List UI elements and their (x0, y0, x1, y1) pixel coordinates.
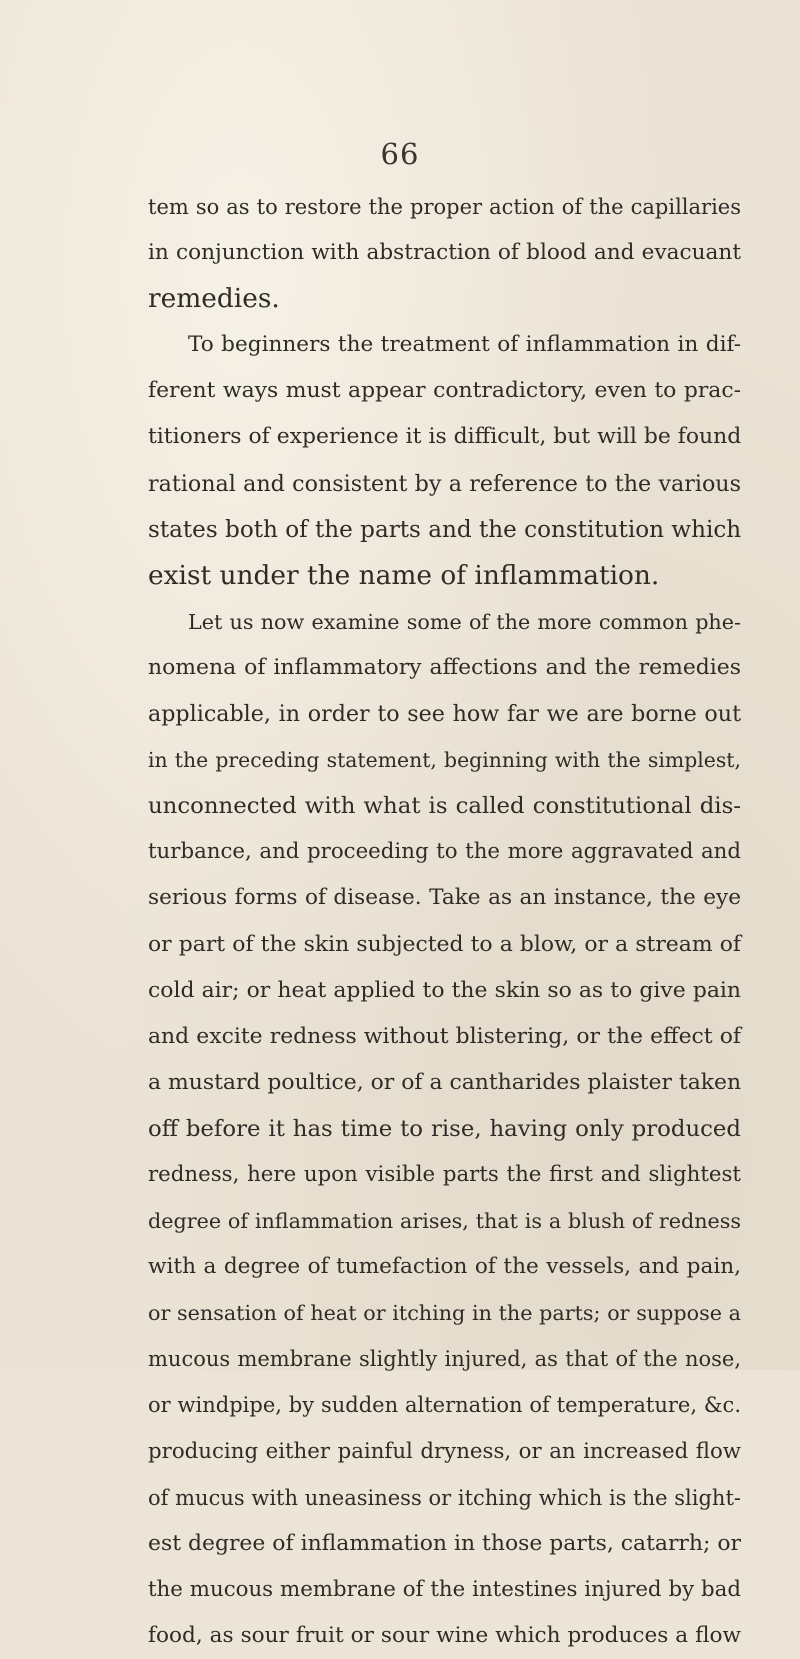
text-line: serious forms of disease. Take as an instance, the eye (148, 885, 741, 911)
text-line: To beginners the treatment of inflammation in dif- (188, 332, 741, 358)
page-number: 66 (380, 137, 420, 171)
text-line: and excite redness without blistering, or the effect of (148, 1023, 741, 1049)
text-line: a mustard poultice, or of a cantharides plaister taken (148, 1069, 742, 1095)
text-line: rational and consistent by a reference to the various (148, 470, 741, 497)
text-line: exist under the name of inflammation. (148, 559, 660, 591)
text-line: with a degree of tumefaction of the vessels, and pain, (148, 1254, 741, 1280)
text-line: tem so as to restore the proper action of the capillaries (148, 195, 741, 219)
text-line: mucous membrane slightly injured, as that of the nose, (148, 1347, 741, 1372)
text-line: titioners of experience it is difficult, but will be found (148, 424, 742, 450)
text-line: or windpipe, by sudden alternation of temperature, &c. (148, 1393, 741, 1418)
text-line: applicable, in order to see how far we are borne out (148, 701, 741, 728)
body-text (148, 184, 741, 1659)
text-line: remedies. (148, 283, 280, 315)
text-line: redness, here upon visible parts the first and slightest (148, 1161, 741, 1187)
text-line: off before it has time to rise, having only produced (148, 1115, 741, 1142)
text-line: est degree of inflammation in those parts, catarrh; or (148, 1530, 741, 1556)
text-line: food, as sour fruit or sour wine which produces a flow (148, 1622, 741, 1648)
text-line: turbance, and proceeding to the more aggravated and (148, 839, 741, 865)
text-line: Let us now examine some of the more common phe- (188, 609, 741, 634)
text-line: the mucous membrane of the intestines injured by bad (148, 1576, 741, 1602)
text-line: ferent ways must appear contradictory, even to prac- (148, 378, 741, 404)
text-line: or part of the skin subjected to a blow, or a stream of (148, 931, 741, 957)
text-line: unconnected with what is called constitutional dis- (148, 793, 741, 820)
text-line: producing either painful dryness, or an increased flow (148, 1438, 741, 1464)
text-line: degree of inflammation arises, that is a blush of redness (148, 1209, 741, 1234)
text-line: in conjunction with abstraction of blood and evacuant (148, 240, 741, 266)
text-line: or sensation of heat or itching in the parts; or suppose a (148, 1301, 741, 1326)
text-line: states both of the parts and the constitution which (148, 516, 742, 543)
text-line: in the preceding statement, beginning with the simplest, (148, 748, 741, 773)
text-line: nomena of inflammatory affections and the remedies (148, 654, 741, 680)
text-line: cold air; or heat applied to the skin so as to give pain (148, 977, 741, 1003)
text-line: of mucus with uneasiness or itching which is the slight- (148, 1485, 741, 1510)
